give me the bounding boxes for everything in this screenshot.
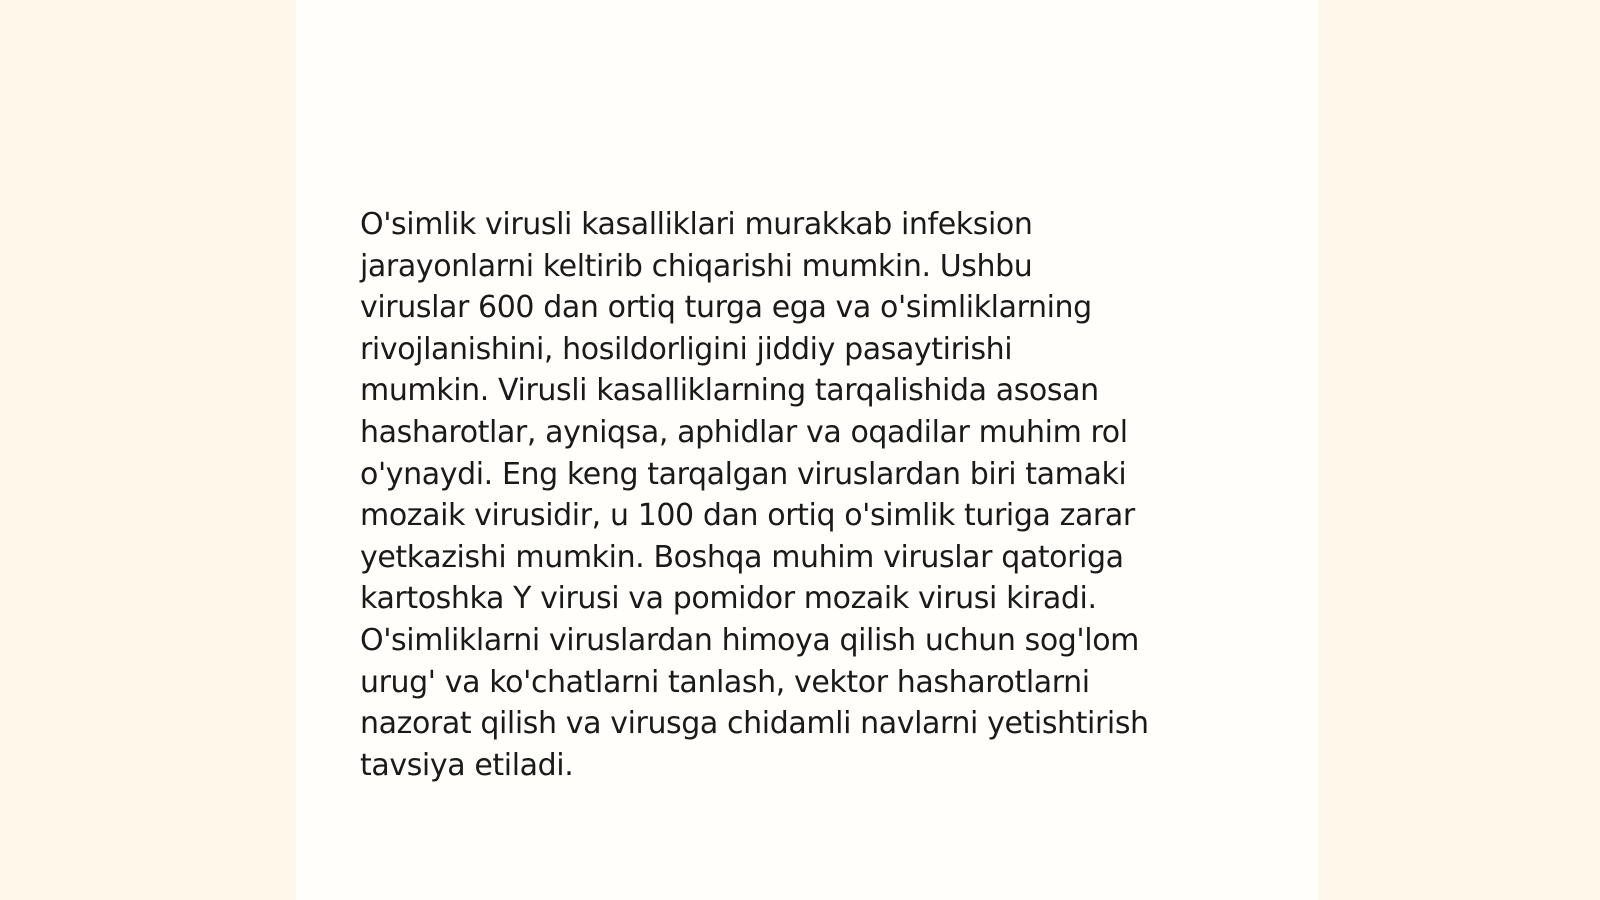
paragraph-line: viruslar 600 dan ortiq turga ega va o'simliklarning [360, 290, 1092, 326]
paragraph-line: rivojlanishini, hosildorligini jiddiy pasaytirishi [360, 331, 1013, 367]
paragraph-line: hasharotlar, ayniqsa, aphidlar va oqadilar muhim rol [360, 414, 1128, 450]
paragraph-line: tavsiya etiladi. [360, 747, 574, 783]
paragraph-line: urug' va ko'chatlarni tanlash, vektor hasharotlarni [360, 664, 1090, 700]
paragraph-line: mozaik virusidir, u 100 dan ortiq o'simlik turiga zarar [360, 498, 1135, 534]
paragraph-line: yetkazishi mumkin. Boshqa muhim viruslar qatoriga [360, 539, 1124, 575]
paragraph-line: kartoshka Y virusi va pomidor mozaik virusi kiradi. [360, 581, 1097, 617]
body-paragraph [360, 204, 1240, 786]
paragraph-line: O'simlik virusli kasalliklari murakkab infeksion [360, 207, 1033, 242]
paragraph-line: jarayonlarni keltirib chiqarishi mumkin. Ushbu [360, 248, 1033, 284]
paragraph-line: O'simliklarni viruslardan himoya qilish uchun sog'lom [360, 622, 1139, 658]
paragraph-line: mumkin. Virusli kasalliklarning tarqalishida asosan [360, 373, 1099, 409]
paragraph-line: o'ynaydi. Eng keng tarqalgan viruslardan biri tamaki [360, 456, 1127, 492]
document-page [296, 0, 1318, 900]
paragraph-line: nazorat qilish va virusga chidamli navlarni yetishtirish [360, 706, 1149, 742]
